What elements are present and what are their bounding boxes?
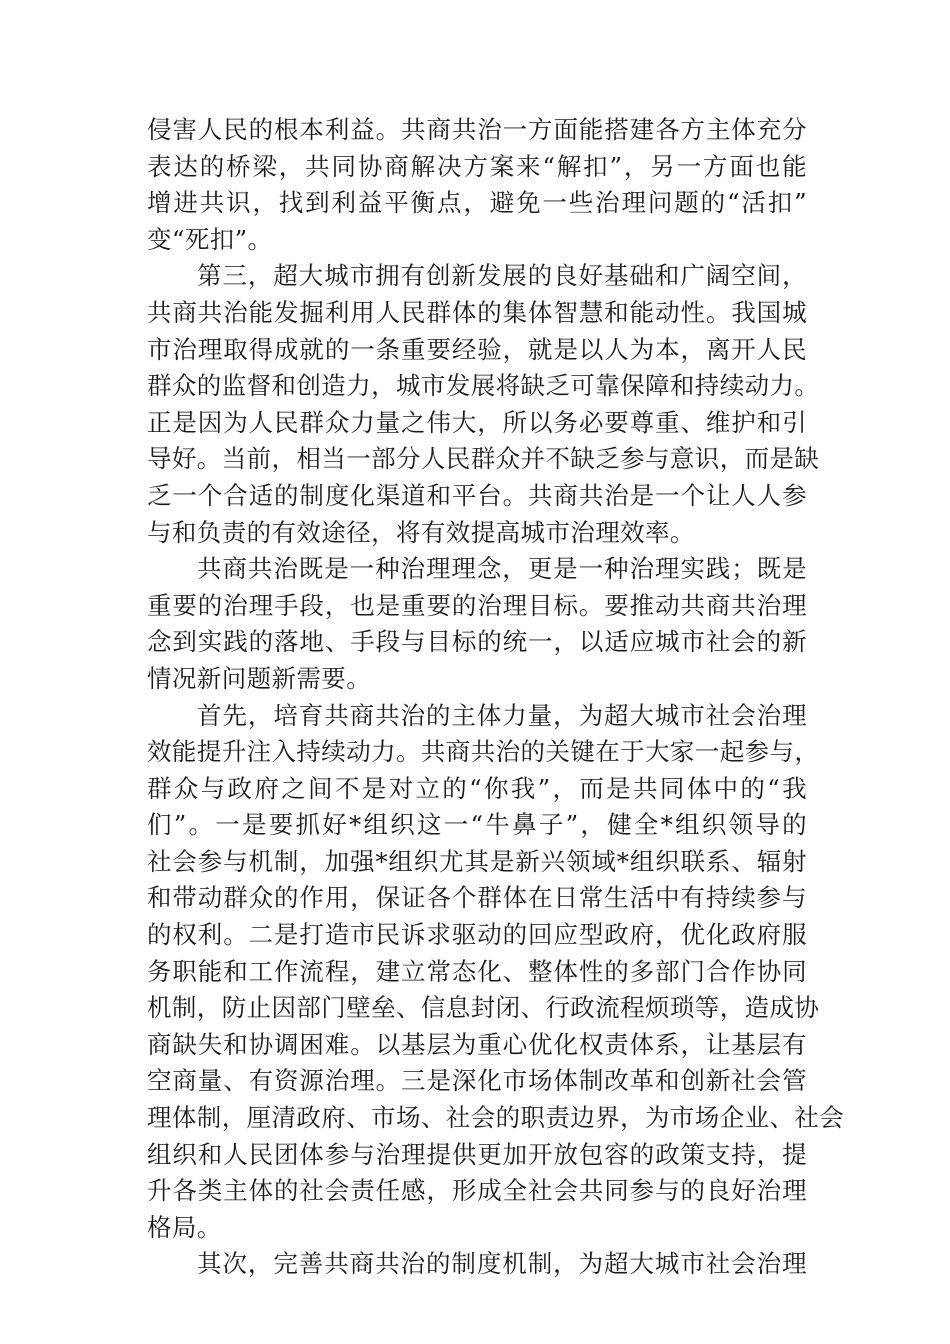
text-line: 商缺失和协调困难。以基层为重心优化权责体系，让基层有 <box>147 1029 807 1059</box>
text-line: 首先，培育共商共治的主体力量，为超大城市社会治理 <box>197 700 807 730</box>
text-line: 共商共治既是一种治理理念，更是一种治理实践；既是 <box>197 554 807 584</box>
text-line: 正是因为人民群众力量之伟大，所以务必要尊重、维护和引 <box>147 407 807 437</box>
text-line: 升各类主体的社会责任感，形成全社会共同参与的良好治理 <box>147 1176 807 1206</box>
text-line: 和带动群众的作用，保证各个群体在日常生活中有持续参与 <box>147 883 807 913</box>
text-line: 变“死扣”。 <box>147 224 273 254</box>
text-line: 群众与政府之间不是对立的“你我”，而是共同体中的“我 <box>147 773 807 803</box>
text-line: 侵害人民的根本利益。共商共治一方面能搭建各方主体充分 <box>147 115 807 144</box>
text-line: 理体制，厘清政府、市场、社会的职责边界，为市场企业、社会 <box>147 1103 845 1133</box>
text-line: 情况新问题新需要。 <box>147 663 372 693</box>
text-line: 其次，完善共商共治的制度机制，为超大城市社会治理 <box>197 1249 807 1279</box>
text-line: 与和负责的有效途径，将有效提高城市治理效率。 <box>147 517 695 547</box>
text-line: 念到实践的落地、手段与目标的统一，以适应城市社会的新 <box>147 627 807 657</box>
text-line: 的权利。二是打造市民诉求驱动的回应型政府，优化政府服 <box>147 920 807 950</box>
text-line: 市治理取得成就的一条重要经验，就是以人为本，离开人民 <box>147 334 807 364</box>
body-text <box>147 112 845 1283</box>
text-line: 组织和人民团体参与治理提供更加开放包容的政策支持，提 <box>147 1139 807 1169</box>
text-line: 机制，防止因部门壁垒、信息封闭、行政流程烦琐等，造成协 <box>147 993 820 1023</box>
text-line: 乏一个合适的制度化渠道和平台。共商共治是一个让人人参 <box>147 480 807 510</box>
text-line: 们”。一是要抓好*组织这一“牛鼻子”，健全*组织领导的 <box>147 810 807 840</box>
text-line: 空商量、有资源治理。三是深化市场体制改革和创新社会管 <box>147 1066 807 1096</box>
text-line: 导好。当前，相当一部分人民群众并不缺乏参与意识，而是缺 <box>147 444 820 474</box>
text-line: 第三，超大城市拥有创新发展的良好基础和广阔空间， <box>197 261 807 291</box>
text-line: 社会参与机制，加强*组织尤其是新兴领域*组织联系、辐射 <box>147 846 807 876</box>
text-line: 重要的治理手段，也是重要的治理目标。要推动共商共治理 <box>147 590 807 620</box>
text-line: 群众的监督和创造力，城市发展将缺乏可靠保障和持续动力。 <box>147 371 820 401</box>
text-line: 增进共识，找到利益平衡点，避免一些治理问题的“活扣” <box>147 188 807 218</box>
text-line: 表达的桥梁，共同协商解决方案来“解扣”，另一方面也能 <box>147 151 807 181</box>
text-line: 务职能和工作流程，建立常态化、整体性的多部门合作协同 <box>147 956 807 986</box>
text-line: 格局。 <box>147 1212 222 1242</box>
text-line: 共商共治能发掘利用人民群体的集体智慧和能动性。我国城 <box>147 297 807 327</box>
text-line: 效能提升注入持续动力。共商共治的关键在于大家一起参与， <box>147 737 820 767</box>
